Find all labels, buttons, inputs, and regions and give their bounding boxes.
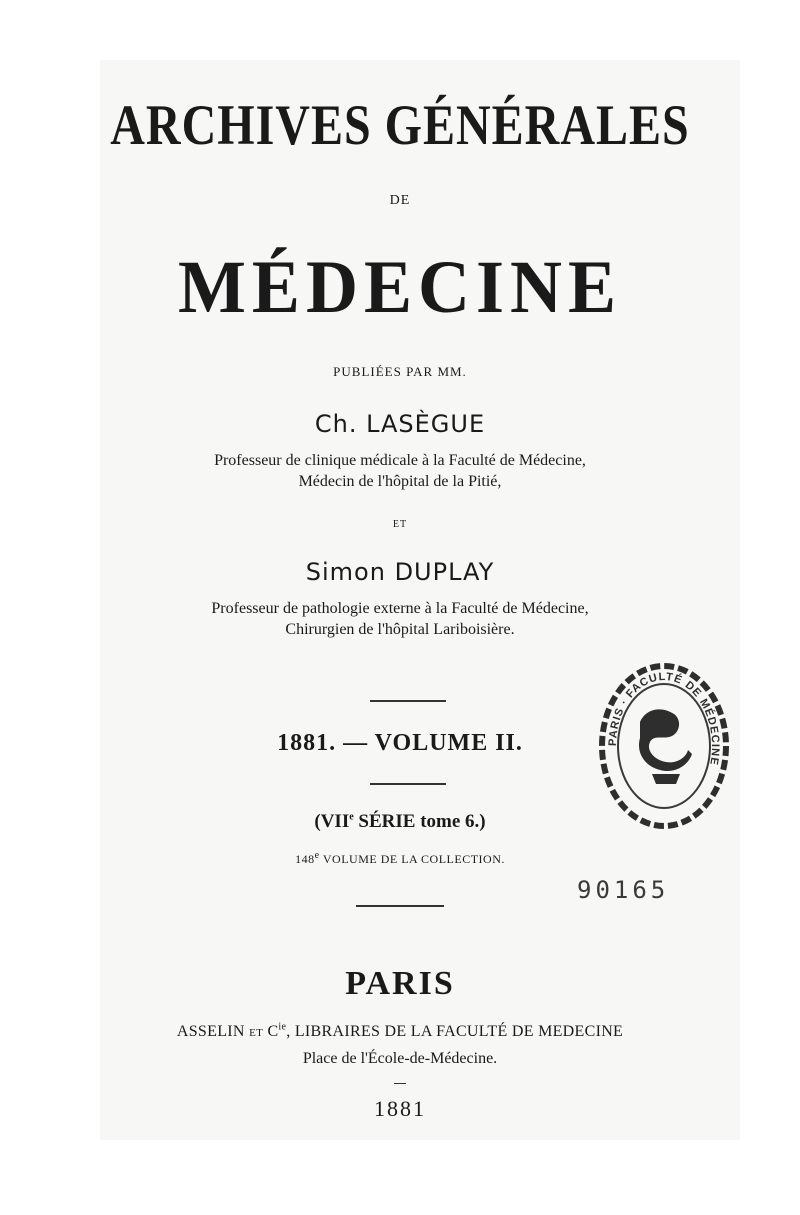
stamp-emblem	[639, 709, 692, 784]
divider-rule	[370, 783, 446, 785]
author-title-duplay-line1: Professeur de pathologie externe à la Faculté de Médecine,	[211, 600, 589, 617]
author-name-duplay: Simon DUPLAY	[305, 558, 495, 586]
volume-line: 1881. — VOLUME II.	[277, 730, 523, 756]
library-stamp	[596, 662, 732, 830]
journal-title: ARCHIVES GÉNÉRALES	[110, 94, 690, 157]
stamp-text: PARIS · FACULTÉ DE MÉDECINE	[606, 670, 722, 767]
author-title-duplay-line2: Chirurgien de l'hôpital Lariboisière.	[285, 621, 515, 638]
author-title-lasegue-line1: Professeur de clinique médicale à la Faculté de Médecine,	[214, 452, 586, 469]
accession-number: 90165	[577, 876, 670, 904]
collection-number: 148	[295, 852, 315, 866]
collection-line	[0, 852, 800, 867]
divider-rule	[370, 700, 446, 702]
stamp-inner-ring	[618, 684, 710, 808]
collection-superscript: e	[314, 850, 320, 861]
author-title-lasegue-line2: Médecin de l'hôpital de la Pitié,	[298, 473, 502, 490]
series-superscript: e	[349, 811, 354, 823]
collection-rest: VOLUME DE LA COLLECTION.	[319, 852, 505, 866]
divider-rule	[356, 905, 444, 907]
publisher-et: ET	[249, 1027, 264, 1039]
stamp-outer-ring	[602, 666, 726, 826]
title-preposition: DE	[389, 193, 411, 208]
divider-rule	[394, 1083, 406, 1084]
published-by-line: PUBLIÉES PAR MM.	[333, 364, 467, 379]
author-name-lasegue: Ch. LASÈGUE	[314, 410, 486, 438]
publisher-line	[0, 1023, 800, 1041]
journal-title-subject: MÉDECINE	[177, 244, 623, 329]
series-rest: SÉRIE tome 6.)	[353, 811, 486, 832]
conjunction: ET	[392, 519, 408, 530]
publisher-rest: , LIBRAIRES DE LA FACULTÉ DE MEDECINE	[286, 1023, 624, 1040]
publisher-name: ASSELIN	[176, 1023, 245, 1040]
series-prefix: (VII	[314, 811, 350, 832]
publisher-address: Place de l'École-de-Médecine.	[302, 1050, 498, 1067]
publication-year: 1881	[374, 1096, 426, 1121]
publisher-company-superscript: ie	[278, 1021, 287, 1033]
city-imprint: PARIS	[345, 965, 455, 1002]
publisher-company: C	[267, 1023, 279, 1040]
